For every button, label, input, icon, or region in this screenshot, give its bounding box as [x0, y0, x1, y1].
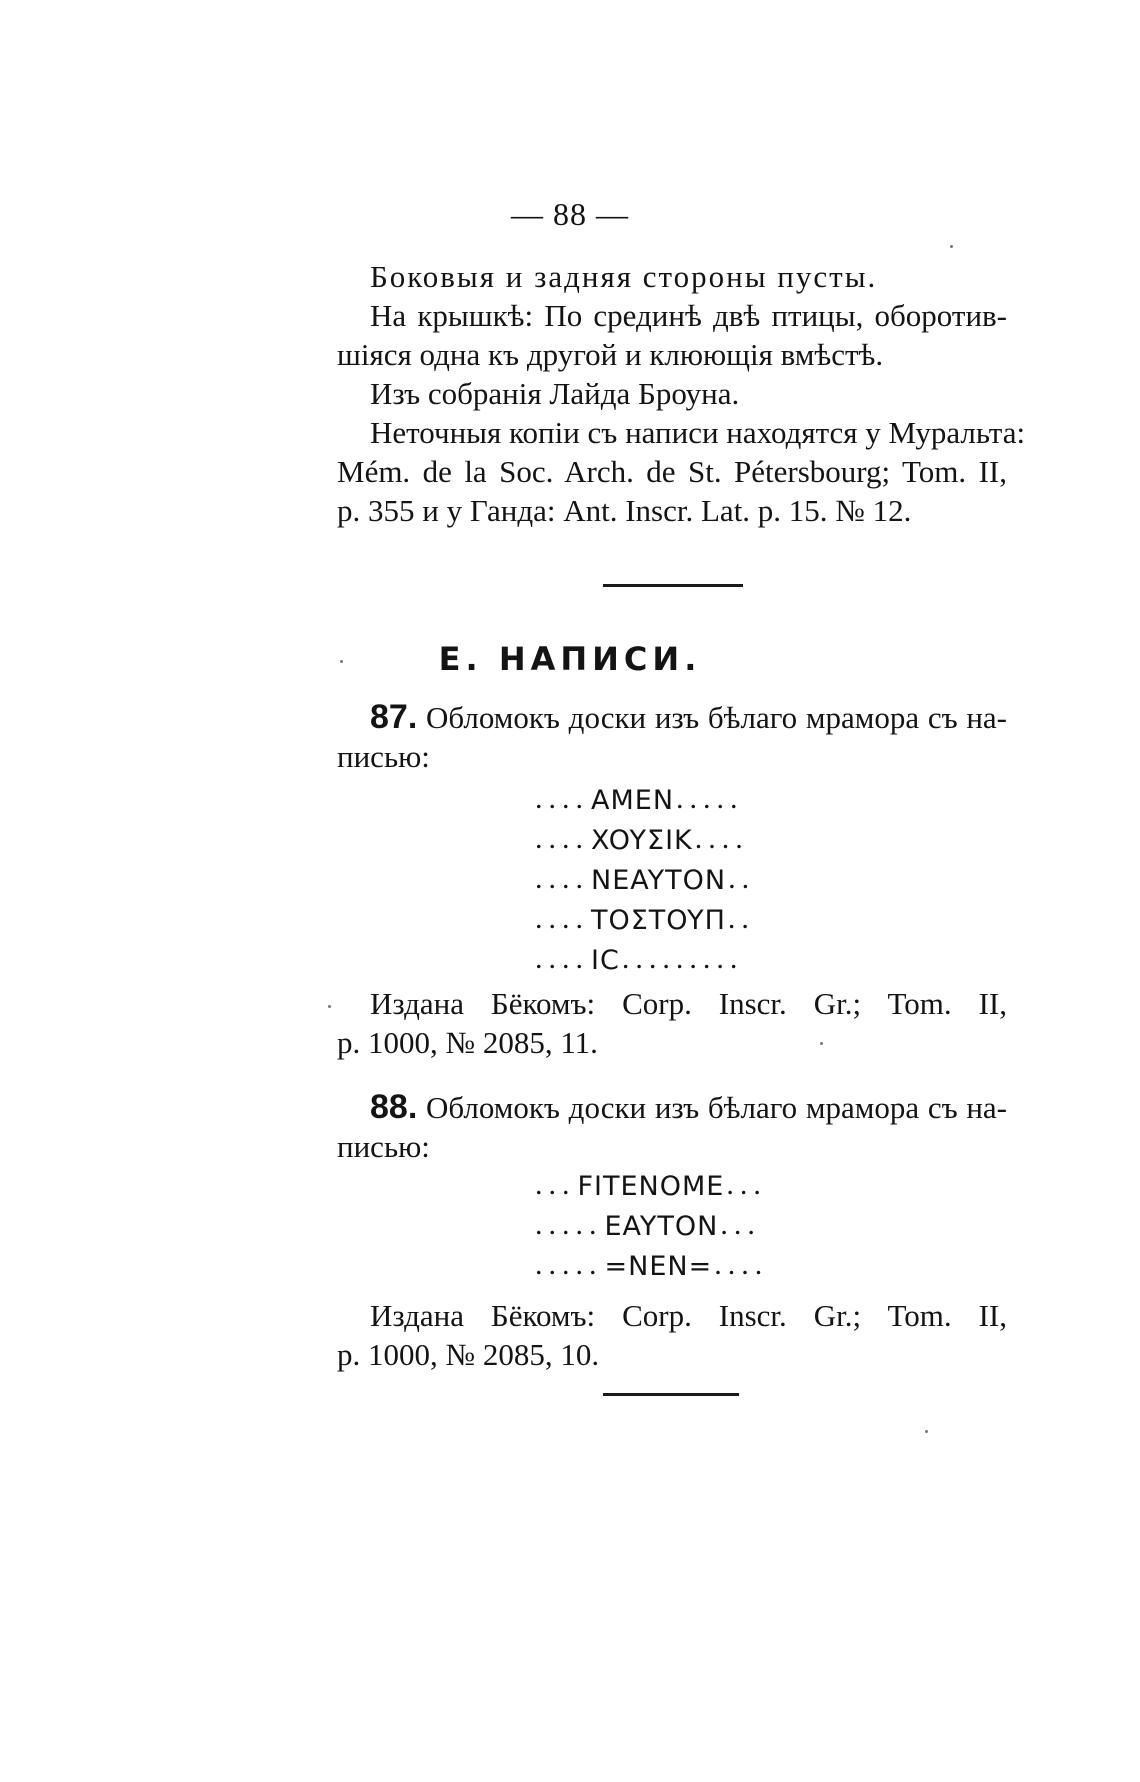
inscription-text: =NEN= — [604, 1251, 713, 1282]
section-divider-rule — [603, 584, 743, 587]
end-rule — [603, 1393, 739, 1396]
section-heading: Е. НАПИСИ. — [438, 640, 702, 678]
entry-88-citation-line2: p. 1000, № 2085, 10. — [337, 1337, 600, 1372]
inscription-text: XOYΣIK — [591, 825, 693, 856]
entry-88-title-line2: писью: — [337, 1129, 430, 1164]
scan-speck — [340, 660, 343, 663]
inscription-line: ... FITENOME ... — [535, 1168, 767, 1202]
entry-87-title-line2: писью: — [337, 739, 430, 774]
intro-line-2: На крышкѣ: По срединѣ двѣ птицы, оборотив- — [370, 298, 1007, 333]
inscription-text: FITENOME — [577, 1171, 725, 1202]
entry-87-title-text: Обломокъ доски изъ бѣлаго мрамора съ на- — [425, 700, 1007, 735]
entry-87-citation — [337, 984, 1007, 1062]
inscription-line: .... TOΣTOYΠ .. — [535, 902, 755, 936]
intro-text — [337, 257, 1026, 530]
entry-88-inscription — [535, 1162, 768, 1282]
entry-87-title — [337, 698, 1007, 776]
entry-88-number: 88. — [370, 1088, 418, 1126]
inscription-line: ..... =NEN= .... — [535, 1248, 769, 1282]
entry-87-citation-line2: p. 1000, № 2085, 11. — [337, 1025, 598, 1060]
inscription-line: ..... EAYTON ... — [535, 1208, 761, 1242]
inscription-text: IC — [591, 945, 620, 976]
entry-88-title-line1 — [337, 1088, 1007, 1127]
entry-88-citation-line1: Издана Бёкомъ: Corp. Inscr. Gr.; Tom. II, — [370, 1298, 1007, 1333]
entry-88-title — [337, 1088, 1007, 1166]
scan-speck — [328, 1005, 331, 1008]
entry-87-number: 87. — [370, 698, 418, 736]
inscription-text: NEAYTON — [591, 865, 727, 896]
intro-line-6: Mém. de la Soc. Arch. de St. Pétersbourg; Tom. II, — [337, 454, 1007, 489]
scan-speck — [950, 245, 953, 248]
intro-line-3: шіяся одна къ другой и клюющія вмѣстѣ. — [337, 337, 884, 372]
inscription-line: .... AMEN ..... — [535, 782, 744, 816]
entry-87-citation-line1: Издана Бёкомъ: Corp. Inscr. Gr.; Tom. II, — [370, 986, 1007, 1021]
inscription-text: TOΣTOYΠ — [591, 905, 726, 936]
inscription-text: EAYTON — [604, 1211, 719, 1242]
intro-line-5: Неточныя копіи съ написи находятся у Муральта: — [370, 415, 1026, 450]
inscription-line: .... IC ......... — [535, 942, 744, 976]
intro-line-4: Изъ собранія Лайда Броуна. — [370, 376, 740, 411]
entry-88-title-text: Обломокъ доски изъ бѣлаго мрамора съ на- — [425, 1090, 1007, 1125]
scan-speck — [925, 1430, 928, 1433]
inscription-line: .... XOYΣIK .... — [535, 822, 749, 856]
entry-87-inscription — [535, 776, 755, 976]
inscription-line: .... NEAYTON .. — [535, 862, 756, 896]
page-number: — 88 — — [511, 196, 629, 232]
entry-88-citation — [337, 1296, 1007, 1374]
scan-speck — [820, 1042, 823, 1045]
entry-87-title-line1 — [337, 698, 1007, 737]
intro-line-7: p. 355 и у Ганда: Ant. Inscr. Lat. p. 15. № 12. — [337, 493, 912, 528]
intro-line-1: Боковыя и задняя стороны пусты. — [370, 259, 878, 294]
inscription-text: AMEN — [591, 785, 675, 816]
